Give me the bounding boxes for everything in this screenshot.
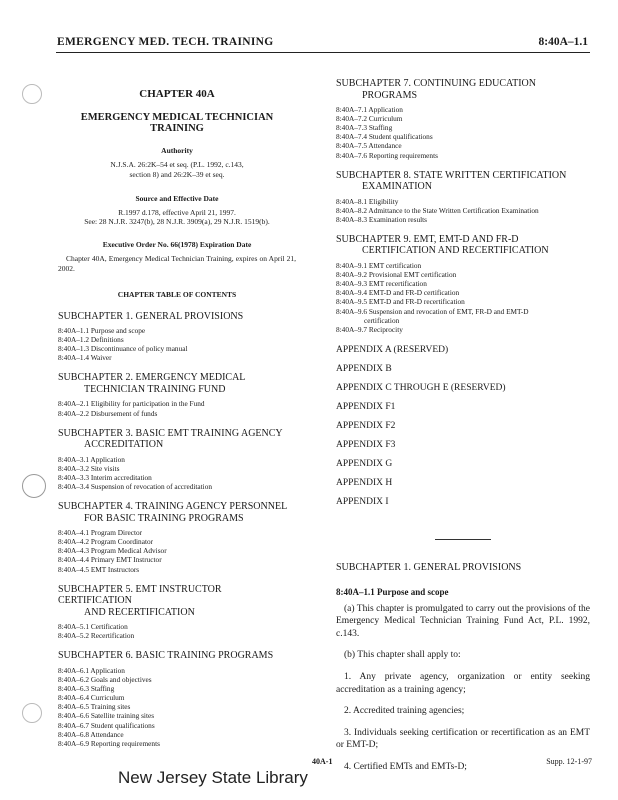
paragraph-b: (b) This chapter shall apply to: xyxy=(344,650,461,661)
toc-item[interactable]: 8:40A–7.4 Student qualifications xyxy=(336,132,433,142)
toc-item[interactable]: 8:40A–4.3 Program Medical Advisor xyxy=(58,546,167,556)
toc-item[interactable]: 8:40A–4.5 EMT Instructors xyxy=(58,564,140,574)
appendix-list xyxy=(336,346,590,517)
subchapter-heading[interactable]: SUBCHAPTER 1. GENERAL PROVISIONS xyxy=(58,310,244,322)
appendix-item[interactable]: APPENDIX C THROUGH E (RESERVED) xyxy=(336,382,506,393)
toc-item[interactable]: 8:40A–3.2 Site visits xyxy=(58,463,120,473)
toc-item[interactable]: 8:40A–3.3 Interim accreditation xyxy=(58,472,152,482)
subchapter-heading-line-1: SUBCHAPTER 7. CONTINUING EDUCATION xyxy=(336,78,536,89)
running-header-title: EMERGENCY MED. TECH. TRAINING xyxy=(57,36,274,48)
executive-order-label: Executive Order No. 66(1978) Expiration Date xyxy=(102,240,252,249)
subchapter-6-toc xyxy=(58,650,296,747)
subchapter-4-toc xyxy=(58,501,296,574)
subchapter-2-toc xyxy=(58,372,296,417)
supplement-date: Supp. 12-1-97 xyxy=(546,757,592,766)
header-rule xyxy=(56,52,590,53)
toc-item[interactable]: 8:40A–6.3 Staffing xyxy=(58,684,115,694)
toc-item[interactable]: 8:40A–6.9 Reporting requirements xyxy=(58,738,160,748)
source-line-1: R.1997 d.178, effective April 21, 1997. xyxy=(118,207,236,217)
toc-item[interactable]: 8:40A–9.3 EMT recertification xyxy=(336,279,427,289)
appendix-item[interactable]: APPENDIX I xyxy=(336,496,389,507)
section-divider xyxy=(435,539,491,540)
toc-item[interactable]: 8:40A–7.5 Attendance xyxy=(336,141,402,151)
appendix-item[interactable]: APPENDIX H xyxy=(336,477,393,488)
toc-item[interactable]: 8:40A–5.2 Recertification xyxy=(58,631,135,641)
section-subchapter-heading: SUBCHAPTER 1. GENERAL PROVISIONS xyxy=(336,561,522,573)
toc-item[interactable]: 8:40A–6.1 Application xyxy=(58,665,125,675)
toc-label: CHAPTER TABLE OF CONTENTS xyxy=(117,289,237,299)
toc-item-text: 8:40A–9.6 Suspension and revocation of EMT, FR-D and EMT-D xyxy=(336,306,529,316)
executive-order-text: Chapter 40A, Emergency Medical Technician Training, expires on April 21, 2002. xyxy=(58,254,296,273)
authority-line-1: N.J.S.A. 26:2K–54 et seq. (P.L. 1992, c.143, xyxy=(110,160,244,169)
toc-item[interactable]: 8:40A–2.1 Eligibility for participation in the Fund xyxy=(58,399,205,409)
appendix-item[interactable]: APPENDIX F2 xyxy=(336,420,396,431)
toc-item[interactable]: 8:40A–1.3 Discontinuance of policy manual xyxy=(58,344,188,354)
toc-item[interactable]: 8:40A–6.8 Attendance xyxy=(58,729,124,739)
subchapter-1-toc xyxy=(58,311,296,363)
subchapter-heading-line-1: SUBCHAPTER 4. TRAINING AGENCY PERSONNEL xyxy=(58,501,288,513)
subchapter-heading-line-2: AND RECERTIFICATION xyxy=(84,606,195,618)
toc-item[interactable]: 8:40A–4.2 Program Coordinator xyxy=(58,537,154,547)
toc-item[interactable]: 8:40A–7.1 Application xyxy=(336,105,403,114)
toc-item[interactable]: 8:40A–7.2 Curriculum xyxy=(336,114,403,124)
punch-hole-middle xyxy=(22,474,46,498)
subchapter-heading-line-2: EXAMINATION xyxy=(362,181,432,193)
toc-item[interactable]: 8:40A–9.1 EMT certification xyxy=(336,260,422,270)
toc-item[interactable]: 8:40A–4.1 Program Director xyxy=(58,528,143,538)
subchapter-heading[interactable] xyxy=(58,372,296,395)
subchapter-heading-line-1: SUBCHAPTER 3. BASIC EMT TRAINING AGENCY xyxy=(58,427,283,439)
toc-item[interactable]: 8:40A–6.5 Training sites xyxy=(58,702,131,712)
subchapter-heading[interactable] xyxy=(336,234,590,257)
subchapter-heading-line-2: PROGRAMS xyxy=(362,89,418,101)
toc-item[interactable]: 8:40A–8.2 Admittance to the State Written Certification Examination xyxy=(336,205,539,215)
toc-item[interactable]: 8:40A–1.4 Waiver xyxy=(58,353,112,363)
toc-item[interactable]: 8:40A–9.7 Reciprocity xyxy=(336,324,403,334)
appendix-item[interactable]: APPENDIX A (RESERVED) xyxy=(336,344,449,355)
subchapter-heading[interactable] xyxy=(58,501,296,524)
library-stamp: New Jersey State Library xyxy=(118,768,308,787)
toc-item[interactable]: 8:40A–3.4 Suspension of revocation of accreditation xyxy=(58,481,213,491)
subchapter-heading-line-2: CERTIFICATION AND RECERTIFICATION xyxy=(362,245,549,257)
toc-item[interactable]: 8:40A–9.5 EMT-D and FR-D recertification xyxy=(336,297,465,307)
toc-item[interactable]: 8:40A–7.6 Reporting requirements xyxy=(336,150,438,160)
toc-item[interactable]: 8:40A–9.2 Provisional EMT certification xyxy=(336,270,457,280)
subchapter-heading-line-1: SUBCHAPTER 5. EMT INSTRUCTOR CERTIFICATION xyxy=(58,583,222,607)
subchapter-heading-line-2: ACCREDITATION xyxy=(84,439,164,451)
authority-line-2: section 8) and 26:2K–39 et seq. xyxy=(129,169,225,179)
subchapter-7-toc xyxy=(336,78,590,160)
appendix-item[interactable]: APPENDIX F1 xyxy=(336,401,396,412)
subchapter-heading[interactable]: SUBCHAPTER 6. BASIC TRAINING PROGRAMS xyxy=(58,650,274,662)
punch-hole-top xyxy=(22,84,42,104)
subchapter-heading-line-1: SUBCHAPTER 9. EMT, EMT-D AND FR-D xyxy=(336,233,519,245)
appendix-item[interactable]: APPENDIX G xyxy=(336,458,393,469)
list-item: 2. Accredited training agencies; xyxy=(344,706,465,717)
toc-item[interactable]: 8:40A–5.1 Certification xyxy=(58,622,128,632)
subchapter-heading[interactable] xyxy=(58,428,296,451)
subchapter-heading-line-1: SUBCHAPTER 2. EMERGENCY MEDICAL xyxy=(58,372,246,384)
toc-item-continuation: certification xyxy=(364,315,400,325)
subchapter-3-toc xyxy=(58,428,296,491)
subchapter-9-toc xyxy=(336,234,590,334)
appendix-item[interactable]: APPENDIX B xyxy=(336,363,392,374)
subchapter-heading-line-1: SUBCHAPTER 8. STATE WRITTEN CERTIFICATION xyxy=(336,169,567,181)
paragraph-a: (a) This chapter is promulgated to carry out the provisions of the Emergency Medical Technician Training Fund Act, P.L. 1992, c.143. xyxy=(336,603,590,639)
toc-item[interactable]: 8:40A–4.4 Primary EMT Instructor xyxy=(58,555,162,565)
toc-item[interactable] xyxy=(336,307,590,325)
authority-label: Authority xyxy=(161,146,193,155)
list-item: 4. Certified EMTs and EMTs-D; xyxy=(344,761,467,772)
running-header-section: 8:40A–1.1 xyxy=(538,36,588,48)
subchapter-5-toc xyxy=(58,584,296,641)
subchapter-heading[interactable] xyxy=(336,170,590,193)
toc-item[interactable]: 8:40A–6.7 Student qualifications xyxy=(58,720,155,730)
toc-item[interactable]: 8:40A–1.2 Definitions xyxy=(58,335,124,345)
list-item: 3. Individuals seeking certification or recertification as an EMT or EMT-D; xyxy=(336,727,590,751)
toc-item[interactable]: 8:40A–3.1 Application xyxy=(58,454,125,464)
toc-item[interactable]: 8:40A–7.3 Staffing xyxy=(336,123,393,133)
chapter-name: EMERGENCY MEDICAL TECHNICIAN TRAINING xyxy=(80,112,274,134)
source-label: Source and Effective Date xyxy=(135,193,219,203)
toc-item[interactable]: 8:40A–6.4 Curriculum xyxy=(58,693,125,703)
toc-item[interactable]: 8:40A–8.1 Eligibility xyxy=(336,196,399,206)
toc-item[interactable]: 8:40A–6.6 Satellite training sites xyxy=(58,711,155,721)
subchapter-heading[interactable] xyxy=(336,78,590,101)
subchapter-heading-line-2: FOR BASIC TRAINING PROGRAMS xyxy=(84,512,244,524)
page-number: 40A-1 xyxy=(312,757,333,766)
chapter-number: CHAPTER 40A xyxy=(139,88,215,100)
subchapter-heading[interactable] xyxy=(58,584,296,619)
subchapter-heading-line-2: TECHNICIAN TRAINING FUND xyxy=(84,383,226,395)
right-column xyxy=(336,78,590,773)
source-line-2: See: 28 N.J.R. 3247(b), 28 N.J.R. 3909(a), 29 N.J.R. 1519(b). xyxy=(84,217,270,227)
punch-hole-bottom xyxy=(22,703,42,723)
toc-item[interactable]: 8:40A–9.4 EMT-D and FR-D certification xyxy=(336,288,460,298)
section-title: 8:40A–1.1 Purpose and scope xyxy=(336,586,449,597)
subchapter-8-toc xyxy=(336,170,590,224)
toc-item[interactable]: 8:40A–8.3 Examination results xyxy=(336,214,427,224)
toc-item[interactable]: 8:40A–1.1 Purpose and scope xyxy=(58,326,146,335)
appendix-item[interactable]: APPENDIX F3 xyxy=(336,439,396,450)
toc-item[interactable]: 8:40A–2.2 Disbursement of funds xyxy=(58,408,158,418)
toc-item[interactable]: 8:40A–6.2 Goals and objectives xyxy=(58,674,152,684)
list-item: 1. Any private agency, organization or entity seeking accreditation as a training agency; xyxy=(336,671,590,695)
left-column xyxy=(58,84,296,748)
